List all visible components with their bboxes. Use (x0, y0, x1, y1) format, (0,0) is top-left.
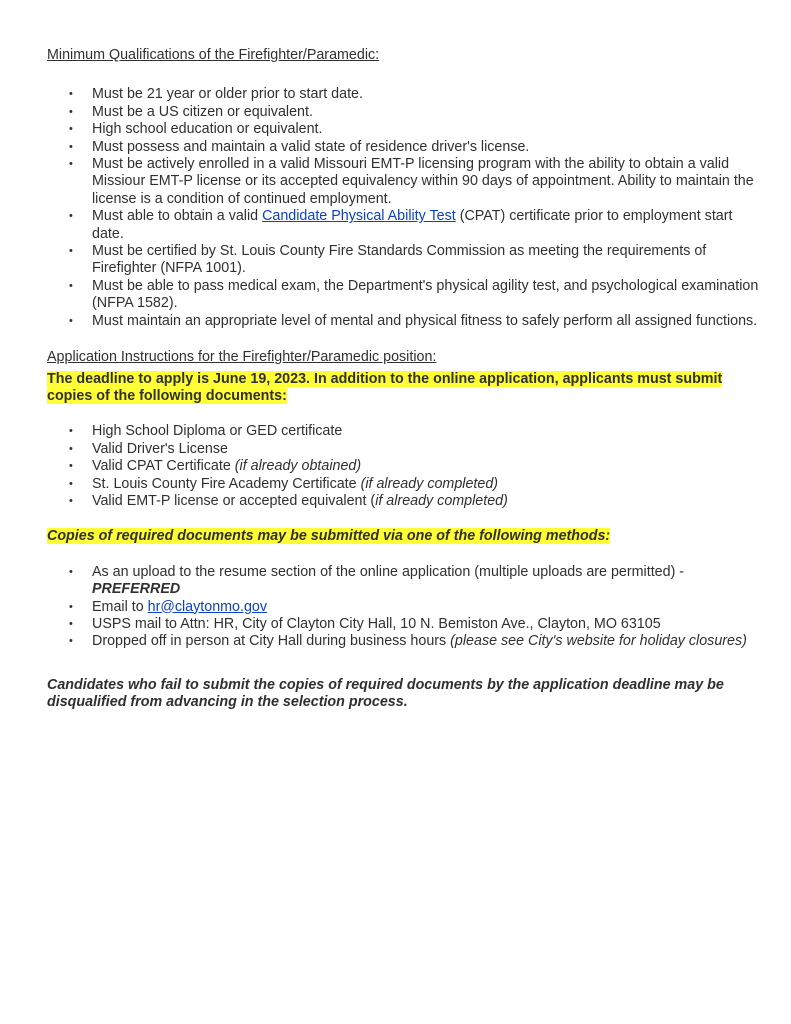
bullet-icon: • (69, 245, 73, 258)
document-item: • Valid Driver's License (69, 440, 228, 457)
document-item: • High School Diploma or GED certificate (69, 423, 343, 440)
methods-heading: Copies of required documents may be submitted via one of the following methods: (47, 528, 611, 545)
document-item: • St. Louis County Fire Academy Certificate (if already completed) (69, 475, 499, 492)
bullet-icon: • (69, 565, 73, 578)
method-item-mail: • USPS mail to Attn: HR, City of Clayton City Hall, 10 N. Bemiston Ave., Clayton, MO 63105 (69, 615, 661, 632)
bullet-icon: • (69, 314, 73, 327)
qualification-item: • Must able to obtain a valid Candidate Physical Ability Test (CPAT) certificate prior to employment start date. (69, 208, 733, 242)
bullet-icon: • (69, 123, 73, 136)
bullet-icon: • (69, 158, 73, 171)
bullet-icon: • (69, 140, 73, 153)
deadline-notice: The deadline to apply is June 19, 2023. In addition to the online application, applicants must submit copies of the following documents: (47, 370, 723, 404)
qualification-item: • Must be a US citizen or equivalent. (69, 103, 313, 120)
qualification-item: • Must be 21 year or older prior to start date. (69, 86, 363, 103)
cpat-link[interactable]: Candidate Physical Ability Test (262, 208, 456, 225)
bullet-icon: • (69, 210, 73, 223)
email-link[interactable]: hr@claytonmo.gov (147, 598, 268, 615)
bullet-icon: • (69, 105, 73, 118)
closing-notice: Candidates who fail to submit the copies of required documents by the application deadline may be disqualified from advancing in the selection process. (47, 676, 724, 711)
method-item-in-person: • Dropped off in person at City Hall during business hours (please see City's website for holiday closures) (69, 633, 747, 650)
bullet-icon: • (69, 425, 73, 438)
qualifications-heading: Minimum Qualifications of the Firefighter/Paramedic: (47, 47, 380, 63)
document-item: • Valid EMT-P license or accepted equivalent (if already completed) (69, 492, 508, 509)
bullet-icon: • (69, 279, 73, 292)
documents-list (47, 423, 762, 510)
bullet-icon: • (69, 617, 73, 630)
qualification-item: • High school education or equivalent. (69, 121, 323, 138)
methods-list (47, 564, 762, 651)
qualification-item: • Must be actively enrolled in a valid Missouri EMT-P licensing program with the ability to obtain a valid Missiour EMT-P license or its accepted equivalency within 90 days of appointment. Ability to maintain the license is a condition of continued employment. (69, 156, 754, 207)
application-heading: Application Instructions for the Firefighter/Paramedic position: (47, 349, 437, 366)
method-item-upload: • As an upload to the resume section of the online application (multiple uploads are permitted) - PREFERRED (69, 563, 685, 598)
qualification-item: • Must be certified by St. Louis County Fire Standards Commission as meeting the requirements of Firefighter (NFPA 1001). (69, 243, 707, 277)
method-item-email: • Email to hr@claytonmo.gov (69, 598, 268, 615)
bullet-icon: • (69, 600, 73, 613)
bullet-icon: • (69, 442, 73, 455)
document-item: • Valid CPAT Certificate (if already obtained) (69, 458, 362, 475)
qualifications-list (47, 86, 762, 330)
bullet-icon: • (69, 494, 73, 507)
bullet-icon: • (69, 477, 73, 490)
qualification-item: • Must maintain an appropriate level of mental and physical fitness to safely perform all assigned functions. (69, 312, 758, 329)
bullet-icon: • (69, 460, 73, 473)
qualification-item: • Must be able to pass medical exam, the Department's physical agility test, and psychological examination (NFPA 1582). (69, 277, 759, 312)
bullet-icon: • (69, 88, 73, 101)
document-body (47, 47, 762, 712)
qualification-item: • Must possess and maintain a valid state of residence driver's license. (69, 138, 530, 155)
bullet-icon: • (69, 635, 73, 648)
